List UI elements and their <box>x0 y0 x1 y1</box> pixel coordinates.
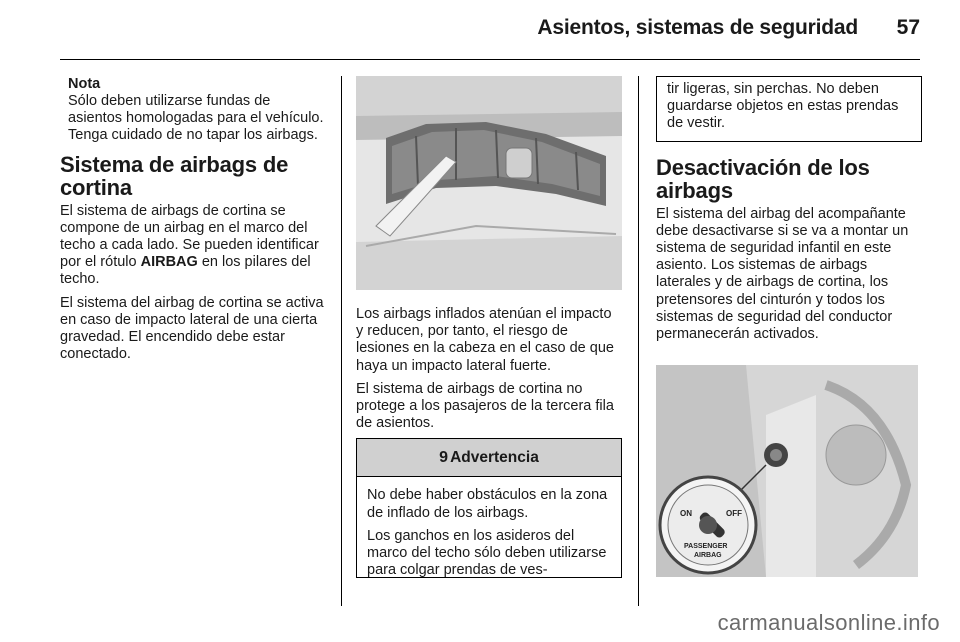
column-left <box>60 76 328 369</box>
header-rule <box>60 59 920 60</box>
curtain-airbag-photo <box>356 76 622 290</box>
switch-passenger-label: PASSENGER <box>684 543 728 551</box>
warning-text: Los ganchos en los asideros del marco del techo sólo deben utilizarse para colgar prendas de ves- <box>367 527 607 578</box>
warning-continuation <box>656 76 922 142</box>
paragraph <box>60 203 328 289</box>
curtain-airbag-illustration <box>356 76 622 290</box>
note-title: Nota <box>68 76 101 92</box>
paragraph: El sistema del airbag de cortina se activa en caso de impacto lateral de una cierta gravedad. El encendido debe estar conectado. <box>60 294 324 363</box>
page-number: 57 <box>896 16 920 39</box>
switch-off-label: OFF <box>726 509 742 519</box>
warning-body <box>357 477 621 577</box>
warning-title: Advertencia <box>450 448 539 466</box>
warning-box <box>356 438 622 578</box>
warning-text: No debe haber obstáculos en la zona de inflado de los airbags. <box>367 487 608 521</box>
note-text: Sólo deben utilizarse fundas de asientos homologadas para el vehículo. Tenga cuidado de no tapar los airbags. <box>68 93 324 144</box>
switch-airbag-label: AIRBAG <box>694 552 722 560</box>
switch-on-label: ON <box>680 509 692 519</box>
column-middle <box>356 76 622 578</box>
warning-header <box>357 439 621 477</box>
column-divider <box>341 76 342 606</box>
airbag-label: AIRBAG <box>140 254 198 271</box>
page-header <box>60 14 920 60</box>
note-box <box>60 76 328 145</box>
warning-icon: 9 <box>439 448 449 466</box>
paragraph-text: El sistema de airbags de cortina se compone de un airbag en el marco del techo a cada lado. Se pueden identificar por el rótulo <box>60 202 319 271</box>
watermark: carmanualsonline.info <box>717 610 940 635</box>
airbag-switch-photo <box>656 365 918 577</box>
paragraph: El sistema de airbags de cortina no protege a los pasajeros de la tercera fila de asientos. <box>356 380 614 432</box>
paragraph-text: en los pilares del techo. <box>60 254 311 288</box>
column-right <box>656 76 922 577</box>
paragraph: El sistema del airbag del acompañante debe desactivarse si se va a montar un sistema de seguridad infantil en este asiento. Los sistemas de airbags laterales y de airbags de cortina, los pretensores del cinturón y todos los sistemas de seguridad del conductor permanecerán activados. <box>656 205 909 343</box>
column-divider <box>638 76 639 606</box>
section-title-airbag-deactivation: Desactivación de los airbags <box>656 154 870 203</box>
header-title: Asientos, sistemas de seguridad <box>537 16 858 39</box>
warning-text: tir ligeras, sin perchas. No deben guardarse objetos en estas prendas de vestir. <box>667 81 899 132</box>
section-title-curtain-airbags: Sistema de airbags de cortina <box>60 151 289 200</box>
paragraph: Los airbags inflados atenúan el impacto y reducen, por tanto, el riesgo de lesiones en la cabeza en el caso de que haya un impacto lateral fuerte. <box>356 306 614 374</box>
